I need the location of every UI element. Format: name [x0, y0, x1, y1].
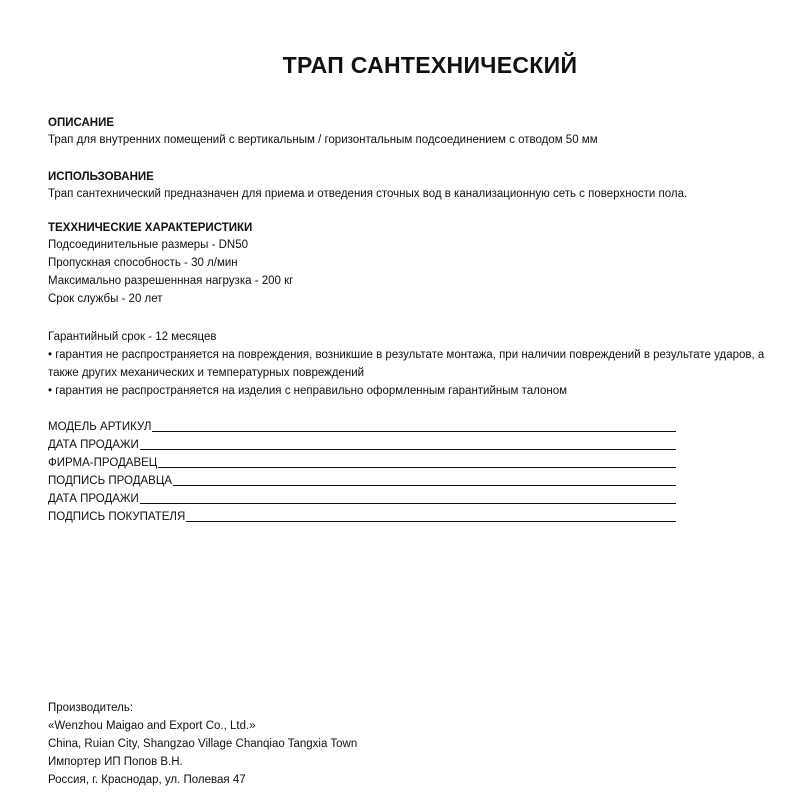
manufacturer-address: China, Ruian City, Shangzao Village Chanqiao Tangxia Town: [48, 738, 358, 750]
form-blank: [140, 448, 676, 450]
spec-item: Срок службы - 20 лет: [48, 293, 163, 305]
form-field-sale-date: [48, 436, 676, 454]
form-label: ПОДПИСЬ ПОКУПАТЕЛЯ: [48, 511, 186, 523]
description-heading: ОПИСАНИЕ: [48, 117, 115, 129]
warranty-bullet: • гарантия не распространяется на изделия с неправильно оформленным гарантийным талоном: [48, 385, 568, 397]
form-field-sale-date-2: [48, 490, 676, 508]
form-label: ФИРМА-ПРОДАВЕЦ: [48, 457, 158, 469]
form-field-seller-firm: [48, 454, 676, 472]
form-label: ДАТА ПРОДАЖИ: [48, 493, 139, 505]
warranty-bullet: • гарантия не распространяется на повреждения, возникшие в результате монтажа, при наличии повреждений в результате ударов, а также других механических и температурных повреждений: [48, 349, 765, 379]
importer-name: Импортер ИП Попов В.Н.: [48, 756, 183, 768]
form-field-buyer-signature: [48, 508, 676, 526]
form-blank: [158, 466, 676, 468]
specs-heading: ТЕХХНИЧЕСКИЕ ХАРАКТЕРИСТИКИ: [48, 222, 253, 234]
warranty-form: [48, 418, 788, 526]
form-blank: [140, 502, 676, 504]
form-blank: [186, 520, 676, 522]
description-section: [48, 115, 788, 149]
form-field-model: [48, 418, 676, 436]
warranty-term: Гарантийный срок - 12 месяцев: [48, 331, 217, 343]
form-blank: [152, 430, 676, 432]
usage-text: Трап сантехнический предназначен для приема и отведения сточных вод в канализационную сеть с поверхности пола.: [48, 188, 688, 200]
form-field-seller-signature: [48, 472, 676, 490]
importer-address: Россия, г. Краснодар, ул. Полевая 47: [48, 774, 246, 786]
form-label: ПОДПИСЬ ПРОДАВЦА: [48, 475, 173, 487]
spec-item: Пропускная способность - 30 л/мин: [48, 257, 238, 269]
form-label: МОДЕЛЬ АРТИКУЛ: [48, 421, 152, 433]
manufacturer-section: [48, 699, 788, 789]
specs-section: [48, 220, 788, 308]
page-title: ТРАП САНТЕХНИЧЕСКИЙ: [282, 52, 578, 78]
manufacturer-company: «Wenzhou Maigao and Export Co., Ltd.»: [48, 720, 256, 732]
spec-item: Максимально разрешеннная нагрузка - 200 кг: [48, 275, 294, 287]
spec-item: Подсоединительные размеры - DN50: [48, 239, 249, 251]
manufacturer-label: Производитель:: [48, 702, 134, 714]
description-text: Трап для внутренних помещений с вертикальным / горизонтальным подсоединением с отводом 50 мм: [48, 134, 598, 146]
form-blank: [173, 484, 676, 486]
form-label: ДАТА ПРОДАЖИ: [48, 439, 139, 451]
usage-section: [48, 169, 788, 203]
warranty-section: [48, 328, 788, 400]
usage-heading: ИСПОЛЬЗОВАНИЕ: [48, 171, 154, 183]
